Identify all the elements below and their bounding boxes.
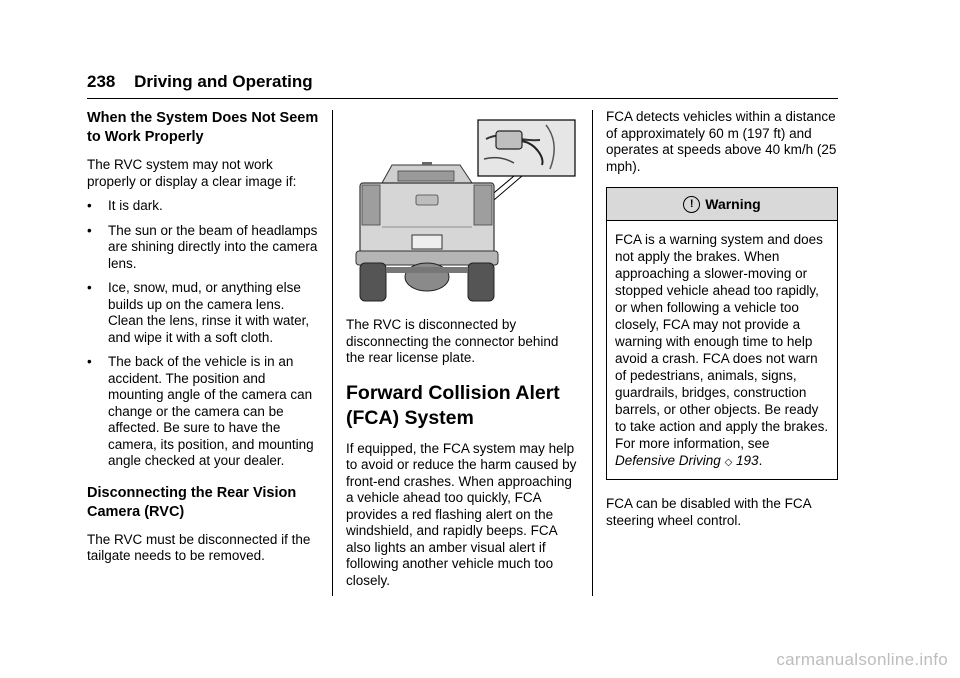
heading-system-not-working: When the System Does Not Seem to Work Properly	[87, 110, 319, 145]
warning-title: Warning	[705, 196, 761, 212]
fca-disable-text: FCA can be disabled with the FCA steering wheel control.	[606, 496, 811, 528]
fca-range-text: FCA detects vehicles within a distance of approximately 60 m (197 ft) and operates at speeds above 40 km/h (25 mph).	[606, 109, 837, 174]
page-header	[87, 72, 313, 92]
defensive-driving-link[interactable]: Defensive Driving ◇ 193	[615, 453, 759, 468]
warning-body: FCA is a warning system and does not apply the brakes. When approaching a slower-moving or stopped vehicle ahead too rapidly, or when following a vehicle too closely, FCA may not provide a warning with enough time to help avoid a crash. FCA does not warn of pedestrians, animals, signs, guardrails, bridges, construction barrels, or other objects. Be ready to take action and apply the brakes. For more information, see Defensive Driving ◇ 193.	[615, 232, 829, 468]
heading-disconnecting-rvc: Disconnecting the Rear Vision Camera (RVC)	[87, 484, 297, 520]
section-title: Driving and Operating	[134, 72, 313, 91]
page-number: 238	[87, 72, 116, 91]
condition-list	[87, 198, 319, 470]
list-item: • The sun or the beam of headlamps are shining directly into the camera lens.	[87, 222, 318, 271]
column-divider-1	[332, 110, 333, 596]
truck-rear-icon	[346, 117, 578, 305]
header-rule	[87, 98, 838, 99]
warning-header	[607, 188, 837, 221]
column-1	[87, 109, 319, 573]
warning-icon: !	[683, 196, 700, 213]
fca-description: If equipped, the FCA system may help to avoid or reduce the harm caused by front-end crashes. When approaching a vehicle ahead too quickly, FCA provides a red flashing alert on the windshield, and rapidly beeps. FCA also lights an amber visual alert if following another vehicle much too closely.	[346, 440, 577, 588]
page-ref-icon: ◇	[724, 457, 733, 468]
list-item: • It is dark.	[87, 198, 163, 213]
watermark: carmanualsonline.info	[776, 650, 948, 669]
list-item: • Ice, snow, mud, or anything else builds up on the camera lens. Clean the lens, rinse it with water, and wipe it with a soft cloth.	[87, 280, 310, 345]
figure-caption: The RVC is disconnected by disconnecting the connector behind the rear license plate.	[346, 317, 559, 365]
list-item: • The back of the vehicle is in an accident. The position and mounting angle of the camera can change or the camera can be affected. Be sure to have the camera, its position, and mounting angle checked at your dealer.	[87, 354, 314, 468]
intro-text: The RVC system may not work properly or display a clear image if:	[87, 157, 297, 189]
column-3	[606, 109, 838, 537]
truck-rear-illustration	[346, 117, 578, 305]
column-2	[346, 109, 580, 597]
disconnect-text: The RVC must be disconnected if the tailgate needs to be removed.	[87, 531, 311, 563]
heading-fca: Forward Collision Alert (FCA) System	[346, 381, 560, 429]
warning-box	[606, 187, 838, 480]
column-divider-2	[592, 110, 593, 596]
